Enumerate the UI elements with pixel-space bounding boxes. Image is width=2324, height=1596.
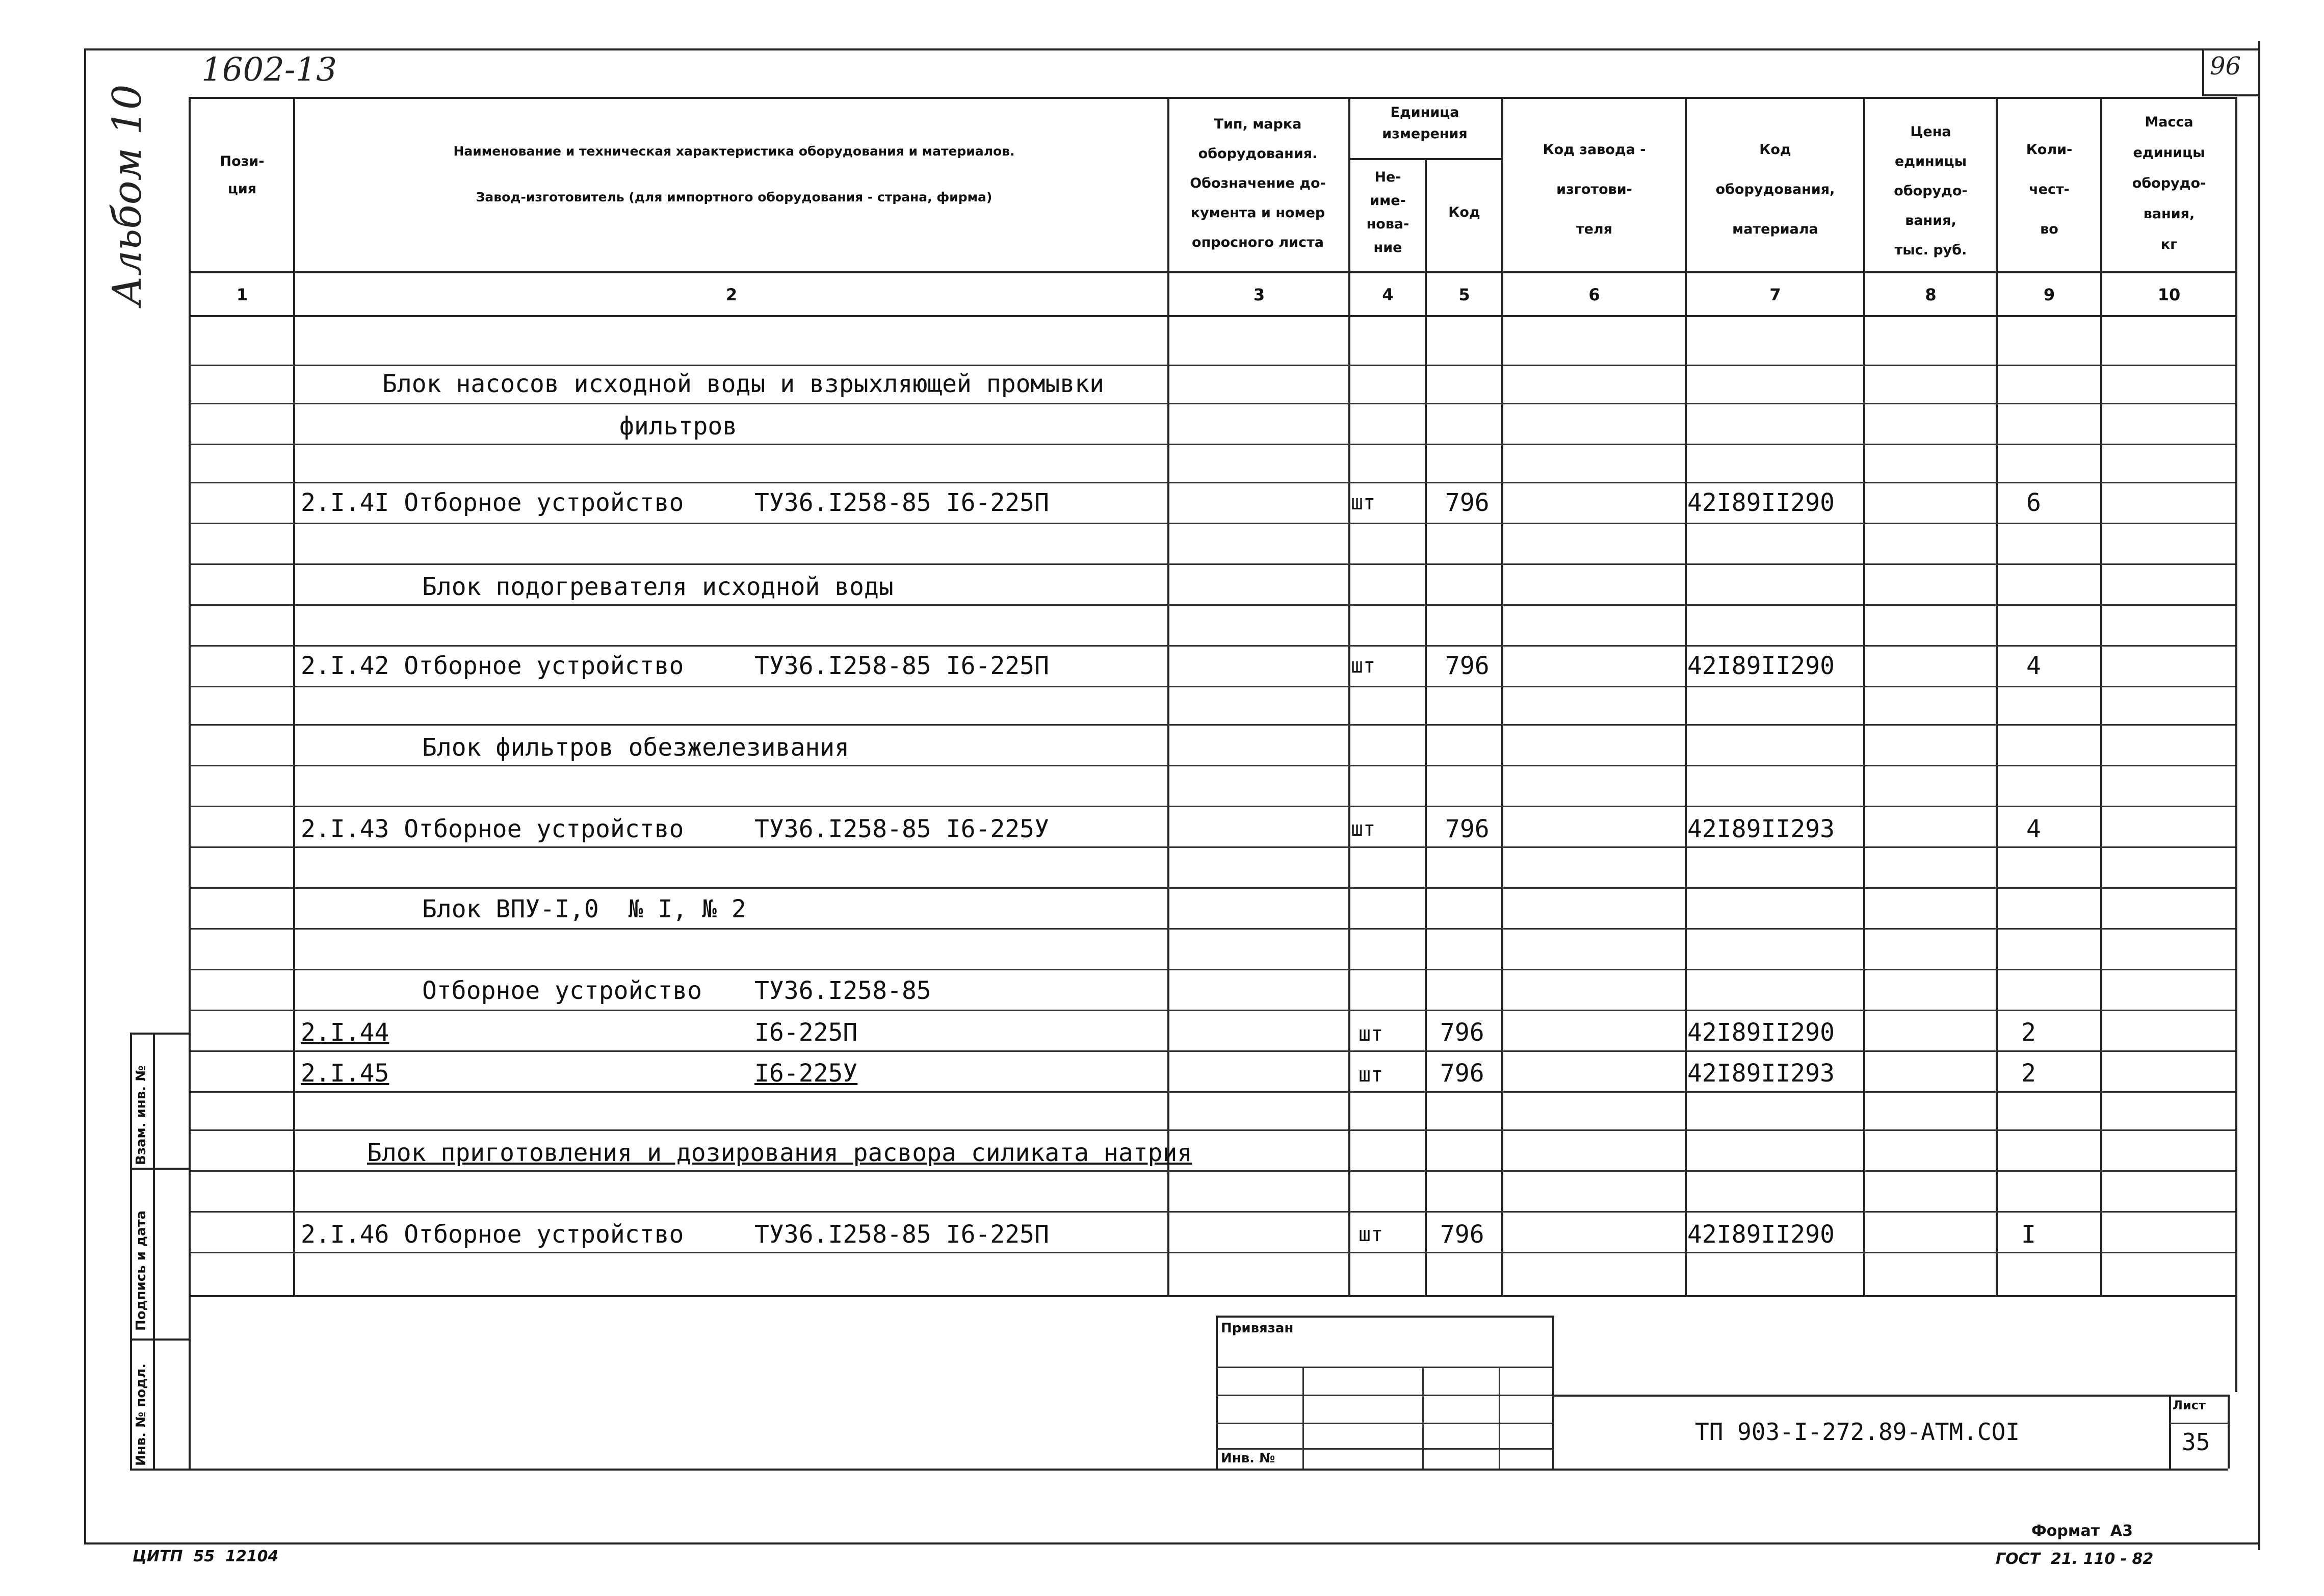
row-code: 796 (1440, 1220, 1484, 1249)
header-equipment-code: Код оборудования, материала (1715, 142, 1835, 237)
inv-label: Инв. № (1221, 1451, 1275, 1466)
side-stamp-vzam: Взам. инв. № (134, 1065, 149, 1165)
row-desc: 2.I.43 Отборное устройство (301, 815, 684, 843)
row-spec: ТУ36.I258-85 I6-225П (754, 1220, 1049, 1249)
footer-format: Формат А3 (2031, 1522, 2133, 1540)
sheet-number: 35 (2182, 1428, 2210, 1456)
row-qty: 2 (2021, 1018, 2036, 1047)
section-title: Блок фильтров обезжелезивания (422, 733, 850, 762)
row-equip: 42I89II290 (1687, 1018, 1835, 1047)
col-number-4: 4 (1382, 285, 1394, 304)
row-unit: шт (1351, 654, 1376, 678)
header-price: Цена единицы оборудо- вания, тыс. руб. (1894, 124, 1968, 258)
row-unit: шт (1359, 1223, 1383, 1246)
side-stamp-podpis: Подпись и дата (134, 1210, 149, 1331)
row-code: 796 (1445, 815, 1490, 843)
header-unit-group: Единица измерения (1382, 105, 1468, 142)
sheet-label: Лист (2173, 1398, 2206, 1412)
section-title-cont: фильтров (619, 412, 738, 441)
section-title: Блок ВПУ-I,0 № I, № 2 (422, 895, 746, 923)
row-spec: I6-225У (754, 1059, 858, 1088)
row-spec: I6-225П (754, 1018, 858, 1047)
row-spec: ТУ36.I258-85 I6-225У (754, 815, 1049, 843)
header-name-line2: Завод-изготовитель (для импортного оборудования - страна, фирма) (476, 190, 993, 204)
row-unit: шт (1351, 817, 1376, 841)
col-number-9: 9 (2043, 285, 2055, 304)
page-number-handwritten: 96 (2210, 52, 2241, 81)
section-title: Блок подогревателя исходной воды (422, 573, 894, 601)
row-unit: шт (1359, 1022, 1383, 1046)
row-code: 796 (1445, 652, 1490, 680)
row-qty: 2 (2021, 1059, 2036, 1088)
row-pos: 2.I.45 (301, 1059, 389, 1088)
header-quantity: Коли- чест- во (2026, 142, 2073, 237)
col-number-1: 1 (236, 285, 248, 304)
row-equip: 42I89II293 (1687, 1059, 1835, 1088)
col-number-2: 2 (725, 285, 738, 304)
row-qty: 6 (2026, 488, 2041, 517)
section-title: Блок насосов исходной воды и взрыхляющей промывки (382, 370, 1105, 398)
col-number-3: 3 (1253, 285, 1265, 304)
row-qty: 4 (2026, 815, 2041, 843)
row-unit: шт (1351, 491, 1376, 514)
header-mass: Масса единицы оборудо- вания, кг (2132, 114, 2206, 252)
row-pos: 2.I.44 (301, 1018, 389, 1047)
document-code: ТП 903-I-272.89-АТМ.СОI (1695, 1418, 2020, 1446)
header-factory-code: Код завода - изготови- теля (1543, 142, 1646, 237)
col-number-8: 8 (1925, 285, 1937, 304)
row-desc: 2.I.4I Отборное устройство (301, 488, 684, 517)
footer-left-code: ЦИТП 55 12104 (133, 1548, 279, 1565)
row-qty: I (2021, 1220, 2036, 1249)
section-item: Отборное устройство (422, 976, 702, 1005)
handwritten-doc-number: 1602-13 (201, 51, 337, 89)
row-desc: 2.I.42 Отборное устройство (301, 652, 684, 680)
row-code: 796 (1445, 488, 1490, 517)
row-equip: 42I89II290 (1687, 652, 1835, 680)
col-number-5: 5 (1458, 285, 1470, 304)
row-unit: шт (1359, 1063, 1383, 1087)
row-spec: ТУ36.I258-85 I6-225П (754, 488, 1049, 517)
album-label: Альбом 10 (105, 84, 150, 306)
col-number-7: 7 (1769, 285, 1781, 304)
privyazan-label: Привязан (1221, 1321, 1294, 1336)
footer-gost: ГОСТ 21. 110 - 82 (1996, 1550, 2154, 1568)
header-position: Пози- ция (220, 153, 265, 197)
row-desc: 2.I.46 Отборное устройство (301, 1220, 684, 1249)
row-qty: 4 (2026, 652, 2041, 680)
header-unit-code: Код (1448, 204, 1480, 220)
row-code: 796 (1440, 1059, 1484, 1088)
header-unit-name: Не- име- нова- ние (1366, 169, 1409, 255)
row-equip: 42I89II290 (1687, 1220, 1835, 1249)
col-number-10: 10 (2157, 285, 2181, 304)
side-stamp-inv-podl: Инв. № подл. (134, 1363, 149, 1466)
row-equip: 42I89II293 (1687, 815, 1835, 843)
section-title: Блок приготовления и дозирования расвора силиката натрия (367, 1139, 1192, 1167)
row-code: 796 (1440, 1018, 1484, 1047)
header-type: Тип, марка оборудования. Обозначение до- кумента и номер опросного листа (1190, 116, 1326, 250)
row-spec: ТУ36.I258-85 I6-225П (754, 652, 1049, 680)
col-number-6: 6 (1588, 285, 1600, 304)
header-name-line1: Наименование и техническая характеристика оборудования и материалов. (453, 144, 1015, 159)
section-spec: ТУ36.I258-85 (754, 976, 931, 1005)
row-equip: 42I89II290 (1687, 488, 1835, 517)
